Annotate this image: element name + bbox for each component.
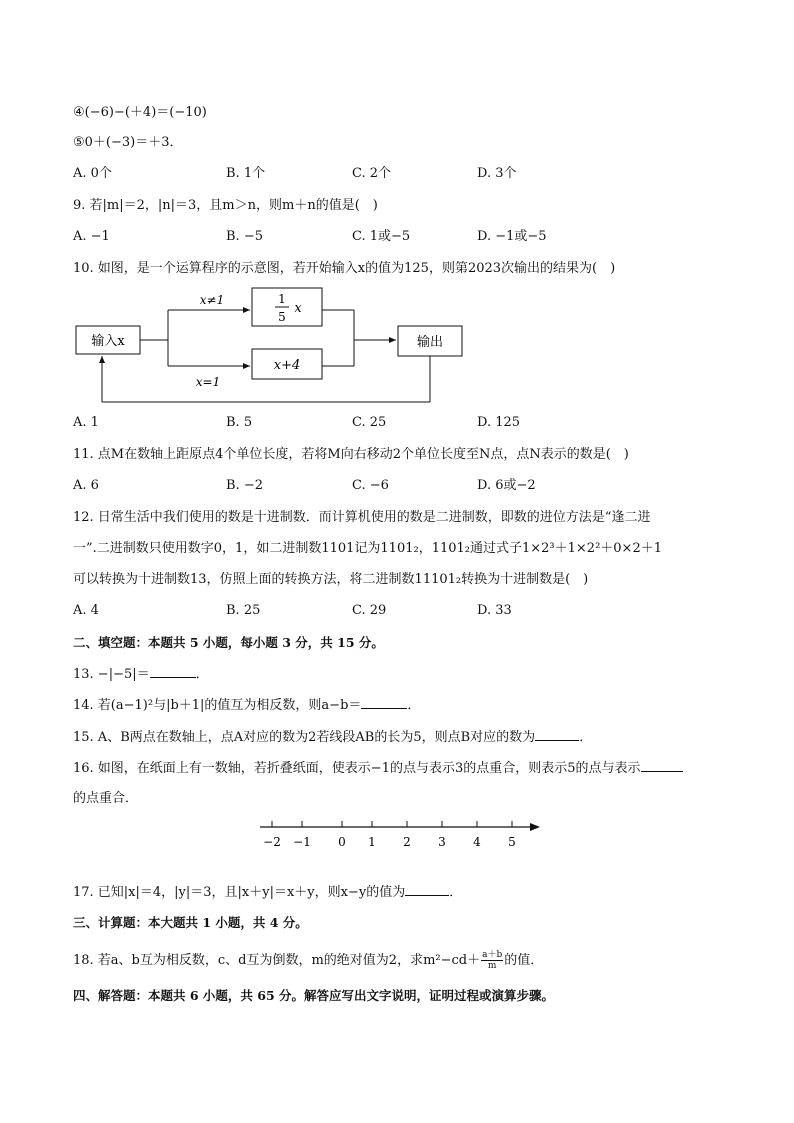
- q8-option-c: C. 2个: [352, 166, 392, 181]
- q18: [73, 950, 543, 971]
- q16-line-2: 的点重合．: [73, 791, 139, 806]
- flow-branch-bottom: x=1: [195, 375, 221, 389]
- q13: [73, 665, 209, 684]
- flow-box-num: 1: [278, 292, 286, 306]
- q8-option-d: D. 3个: [477, 166, 517, 181]
- q16-answer-blank[interactable]: [641, 759, 683, 772]
- q17-text: 17. 已知|x|＝4，|y|＝3，且|x＋y|＝x＋y，则x−y的值为: [73, 885, 406, 900]
- q18-frac-den: m: [487, 961, 497, 971]
- q9-option-b: B. −5: [226, 229, 263, 244]
- q13-answer-blank[interactable]: [150, 665, 196, 678]
- q17: [73, 883, 462, 902]
- q17-end: ．: [449, 885, 463, 900]
- number-line-label: 5: [508, 835, 516, 849]
- flow-branch-top: x≠1: [199, 293, 225, 307]
- q9-option-a: A. −1: [73, 229, 110, 244]
- q14-answer-blank[interactable]: [361, 696, 407, 709]
- number-line-label: 2: [403, 835, 411, 849]
- q11-stem: 11. 点M在数轴上距原点4个单位长度，若将M向右移动2个单位长度至N点，点N表示的数是( ): [73, 447, 629, 462]
- q12-line-3: 可以转换为十进制数13，仿照上面的转换方法，将二进制数11101₂转换为十进制数是( ): [73, 572, 589, 587]
- q10-option-a: A. 1: [73, 415, 99, 430]
- q12-line-2: 一”.二进制数只使用数字0，1，如二进制数1101记为1101₂，1101₂通过式子1×2³＋1×2²＋0×2＋1: [73, 541, 662, 556]
- q14-text: 14. 若(a−1)²与|b＋1|的值互为相反数，则a−b＝: [73, 698, 362, 713]
- q16-number-line: [250, 814, 550, 854]
- flow-output-label: 输出: [416, 335, 444, 350]
- flow-box-add-label: x+4: [273, 358, 301, 373]
- q11-option-b: B. −2: [226, 478, 263, 493]
- number-line-label: −1: [293, 835, 311, 849]
- q10-option-b: B. 5: [226, 415, 253, 430]
- q10-option-d: D. 125: [477, 415, 521, 430]
- number-line-label: 4: [473, 835, 481, 849]
- q18-text: 18. 若a、b互为相反数，c、d互为倒数，m的绝对值为2，求m²−cd＋: [73, 953, 481, 968]
- q12-line-1: 12. 日常生活中我们使用的数是十进制数．而计算机使用的数是二进制数，即数的进位方法是“逢二进: [73, 510, 651, 525]
- q14: [73, 696, 420, 715]
- q12-option-d: D. 33: [477, 603, 512, 618]
- q15-text: 15. A、B两点在数轴上，点A对应的数为2若线段AB的长为5，则点B对应的数为: [73, 730, 536, 745]
- q10-flowchart: [70, 282, 470, 407]
- q15: [73, 728, 592, 747]
- q10-stem: 10. 如图，是一个运算程序的示意图，若开始输入x的值为125，则第2023次输出的结果为( ): [73, 261, 616, 276]
- number-line-label: 1: [368, 835, 376, 849]
- q17-answer-blank[interactable]: [405, 883, 449, 896]
- q18-frac-num: a＋b: [482, 950, 503, 960]
- q18-fraction: [481, 950, 503, 971]
- q16-text: 16. 如图，在纸面上有一数轴，若折叠纸面，使表示−1的点与表示3的点重合，则表示5的点与表示: [73, 761, 641, 776]
- q15-end: ．: [579, 730, 593, 745]
- q12-option-c: C. 29: [352, 603, 387, 618]
- q12-option-b: B. 25: [226, 603, 261, 618]
- q8-item-4: ④(−6)−(＋4)＝(−10): [73, 105, 207, 120]
- q10-option-c: C. 25: [352, 415, 387, 430]
- q9-stem: 9. 若|m|＝2，|n|＝3，且m＞n，则m＋n的值是( ): [73, 198, 378, 213]
- number-line-label: 3: [438, 835, 446, 849]
- q13-text: 13. −|−5|＝: [73, 667, 150, 682]
- q8-option-b: B. 1个: [226, 166, 266, 181]
- q9-option-d: D. −1或−5: [477, 229, 547, 244]
- q11-option-a: A. 6: [73, 478, 99, 493]
- q16-line-1: [73, 759, 683, 778]
- flow-input-label: 输入x: [91, 334, 125, 349]
- q13-end: ．: [195, 667, 209, 682]
- number-line-label: 0: [338, 835, 346, 849]
- q12-option-a: A. 4: [73, 603, 99, 618]
- number-line-label: −2: [263, 835, 281, 849]
- q18-end: 的值．: [504, 953, 544, 968]
- section-3-heading: 三、计算题：本大题共 1 小题，共 4 分。: [73, 915, 308, 930]
- q15-answer-blank[interactable]: [535, 728, 579, 741]
- q14-end: ．: [407, 698, 421, 713]
- q11-option-d: D. 6或−2: [477, 478, 536, 493]
- section-4-heading: 四、解答题：本题共 6 小题，共 65 分。解答应写出文字说明，证明过程或演算步骤。: [73, 988, 555, 1003]
- section-2-heading: 二、填空题：本题共 5 小题，每小题 3 分，共 15 分。: [73, 635, 384, 650]
- flow-box-den: 5: [278, 310, 286, 324]
- q9-option-c: C. 1或−5: [352, 229, 411, 244]
- q11-option-c: C. −6: [352, 478, 389, 493]
- q8-item-5: ⑤0＋(−3)＝＋3．: [73, 135, 183, 150]
- flow-box-var: x: [294, 301, 302, 316]
- q8-option-a: A. 0个: [73, 166, 112, 181]
